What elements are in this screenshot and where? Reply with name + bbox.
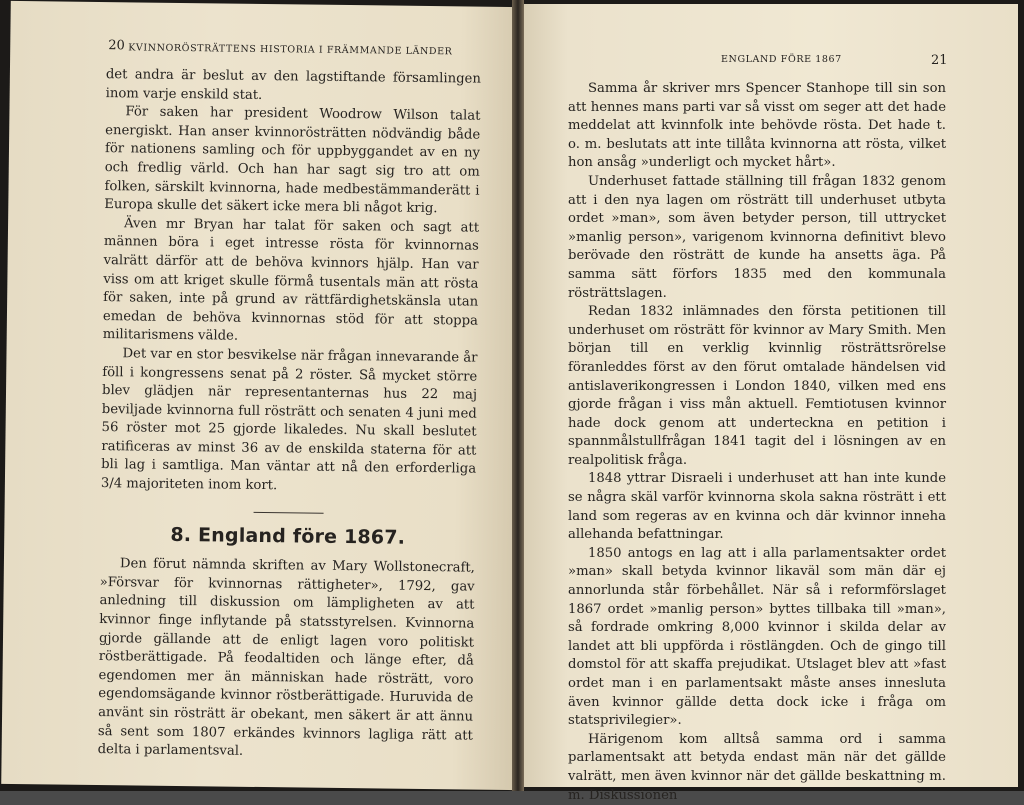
paragraph: Härigenom kom alltså samma ord i samma parlamentsakt att betyda endast män när det gällde valrätt, men även kvinnor när det gällde beskattning m. m. Diskussionen xyxy=(568,731,946,803)
left-running-head: KVINNORÖSTRÄTTENS HISTORIA I FRÄMMANDE LÄNDER xyxy=(128,42,453,58)
right-page-number: 21 xyxy=(931,53,948,68)
paragraph: 1848 yttrar Disraeli i underhuset att han inte kunde se några skäl varför kvinnorna skola sakna rösträtt i ett land som regeras av en kvinna och där kvinnor inneha allehanda befattningar. xyxy=(568,471,946,543)
paragraph: Även mr Bryan har talat för saken och sagt att männen böra i eget intresse rösta för kvinnornas valrätt därför att de behöva kvinnors hjälp. Han var viss om att kriget skulle förmå tusentals män att rösta för saken, inte på grund av rättfärdighetskänsla utan emedan de behöva kvinnornas stöd för att stoppa militarismens välde. xyxy=(102,216,480,345)
right-running-head: ENGLAND FÖRE 1867 xyxy=(721,54,842,65)
paragraph: Den förut nämnda skriften av Mary Wollstonecraft, »Försvar för kvinnornas rättigheter», 1792, gav anledning till diskussion om lämpligheten av att kvinnor finge inflytande på statsstyrelsen. Kvinnorna gjorde gällande att de enligt lagen voro politiskt röstberättigade. På feodaltiden och länge efter, då egendomen mer än människan hade rösträtt, voro egendomsägande kvinnor röstberättigade. Huruvida de använt sin rösträtt är obekant, men säkert är att ännu så sent som 1807 erkändes kvinnors lagliga rätt att delta i parlamentsval. xyxy=(97,556,475,759)
paragraph: Redan 1832 inlämnades den första petitionen till underhuset om rösträtt för kvinnor av Mary Smith. Men början till en verklig kvinnlig rösträttsrörelse föranleddes först av den förut omtalade händelsen vid antislaverikongressen i London 1840, vilken med ens gjorde frågan i viss mån aktuell. Femtiotusen kvinnor hade dock genom att underteckna en petition i spannmålstullfrågan 1841 tagit del i lösningen av en realpolitisk fråga. xyxy=(568,304,946,468)
paragraph: För saken har president Woodrow Wilson talat energiskt. Han anser kvinnorösträtten nödvändig både för nationens samling och för uppbyggandet av en ny och fredlig värld. Och han har sagt sig tro att om folken, särskilt kvinnorna, hade medbestämmanderätt i Europa skulle det säkert icke mera bli något krig. xyxy=(104,104,481,217)
paragraph: Underhuset fattade ställning till frågan 1832 genom att i den nya lagen om rösträtt till underhuset utbyta ordet »man», som även betyder person, till uttrycket »manlig person», varigenom kvinnorna definitivt blevo berövade den rösträtt de kunde ha ansetts äga. På samma sätt förfors 1835 med den kommunala rösträttslagen. xyxy=(568,173,946,301)
paragraph: 1850 antogs en lag att i alla parlamentsakter ordet »man» skall betyda kvinnor likaväl som män där ej annorlunda står förbehållet. När så i reformförslaget 1867 ordet »manlig person» byttes tillbaka till »man», så fordrade omkring 8,000 kvinnor i skilda delar av landet att bli uppförda i röstlängden. Och de gingo till domstol för att skaffa prejudikat. Utslaget blev att »fast ordet man i en parlamentsakt måste anses innesluta även kvinnor gällde detta dock icke i fråga om statsprivilegier». xyxy=(568,545,946,729)
left-page xyxy=(1,1,523,790)
chapter-title: 8. England före 1867. xyxy=(170,523,406,549)
left-page-number: 20 xyxy=(108,38,125,54)
paragraph: Det var en stor besvikelse när frågan innevarande år föll i kongressens senat på 2 röster. Så mycket större blev glädjen när representanternas hus 22 maj beviljade kvinnorna full rösträtt och senaten 4 juni med 56 röster mot 25 gjorde likaledes. Nu skall beslutet ratificeras av minst 36 av de enskilda staterna för att bli lag i samtliga. Man väntar att nå den erforderliga 3/4 majoriteten inom kort. xyxy=(100,346,478,494)
paragraph: det andra är beslut av den lagstiftande församlingen inom varje enskild stat. xyxy=(105,67,481,103)
right-page xyxy=(518,4,1018,803)
left-page-body xyxy=(98,66,481,764)
right-page-body xyxy=(568,80,946,805)
section-divider xyxy=(253,512,323,514)
book-gutter xyxy=(512,0,524,791)
paragraph: Samma år skriver mrs Spencer Stanhope till sin son att hennes mans parti var så visst om seger att det hade meddelat att kvinnfolk inte behövde rösta. Det hade t. o. m. beslutats att inte tillåta kvinnorna att rösta, vilket hon ansåg »underligt och mycket hårt». xyxy=(568,81,946,171)
